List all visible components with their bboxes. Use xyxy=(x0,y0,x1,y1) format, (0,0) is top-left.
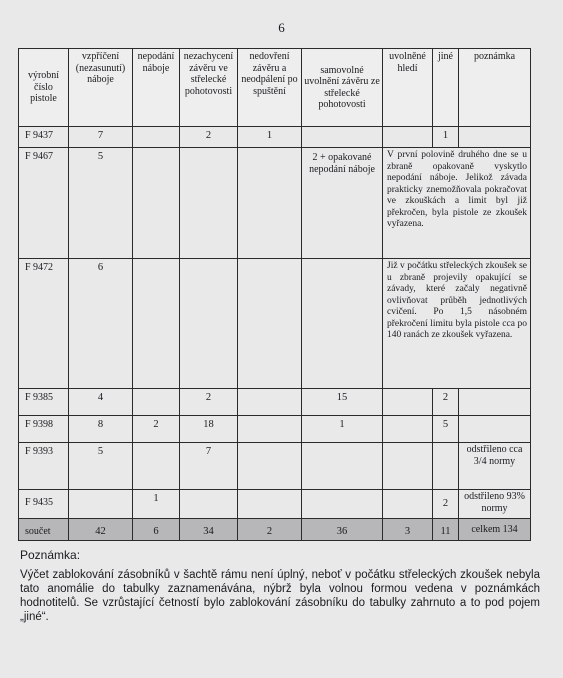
value-cell xyxy=(383,443,433,490)
sum-value: 11 xyxy=(433,519,459,541)
value-cell: 7 xyxy=(69,127,133,148)
value-cell xyxy=(133,148,180,259)
footnote-text: Výčet zablokování zásobníků v šachtě rámu není úplný, neboť v počátku střeleckých zkoušek nebyla tato anomálie do tabulky zaznamenávána, nýbrž byla volnou formou vedena v poznámkách hodnotitelů. Se vzrůstající četností bylo zablokování zásobníku do tabulky zahrnuto a to pod pojem „jiné“. xyxy=(20,569,540,623)
table-row xyxy=(19,148,531,259)
header-slide-release: samovolné uvolnění závěru ze střelecké pohotovosti xyxy=(302,49,383,127)
header-no-close: nedovření závěru a neodpálení po spuštění xyxy=(238,49,302,127)
value-cell xyxy=(302,127,383,148)
note-cell: odstřileno 93% normy xyxy=(459,490,531,519)
value-cell xyxy=(302,490,383,519)
table-row xyxy=(19,389,531,416)
value-cell: 15 xyxy=(302,389,383,416)
serial-cell: F 9472 xyxy=(19,259,69,389)
value-cell: 8 xyxy=(69,416,133,443)
value-cell: 18 xyxy=(180,416,238,443)
header-serial: výrobní číslo pistole xyxy=(19,49,69,127)
header-jam: vzpříčení (nezasunutí) náboje xyxy=(69,49,133,127)
value-cell: 1 xyxy=(238,127,302,148)
value-cell xyxy=(383,490,433,519)
table-row xyxy=(19,490,531,519)
value-cell: 1 xyxy=(302,416,383,443)
value-cell: 1 xyxy=(133,490,180,519)
value-cell: 2 xyxy=(180,127,238,148)
value-cell xyxy=(383,416,433,443)
value-cell xyxy=(383,127,433,148)
value-cell xyxy=(180,259,238,389)
header-loose-sight: uvolněné hledí xyxy=(383,49,433,127)
value-cell: 7 xyxy=(180,443,238,490)
value-cell xyxy=(133,443,180,490)
value-cell: 2 xyxy=(180,389,238,416)
serial-cell: F 9437 xyxy=(19,127,69,148)
value-cell xyxy=(133,259,180,389)
value-cell: 5 xyxy=(69,148,133,259)
value-cell xyxy=(302,443,383,490)
sum-value: 42 xyxy=(69,519,133,541)
sum-value: 3 xyxy=(383,519,433,541)
serial-cell: F 9393 xyxy=(19,443,69,490)
sum-value: 6 xyxy=(133,519,180,541)
value-cell: 1 xyxy=(433,127,459,148)
note-cell xyxy=(459,416,531,443)
value-cell xyxy=(238,259,302,389)
defects-table xyxy=(18,48,531,541)
header-row xyxy=(19,49,531,127)
value-cell xyxy=(238,148,302,259)
page-number: 6 xyxy=(278,20,285,35)
value-cell xyxy=(302,259,383,389)
header-note: poznámka xyxy=(459,49,531,127)
table-row xyxy=(19,127,531,148)
note-cell: Již v počátku střeleckých zkoušek se u zbraně projevily opakující se závady, které začaly negativně ovlivňovat průběh jednotlivých cvičení. Po 1,5 násobném překročení limitu byla pistole cca po 140 ranách ze zkoušek vyřazena. xyxy=(383,259,531,389)
table-row xyxy=(19,259,531,389)
value-cell: 5 xyxy=(433,416,459,443)
header-no-slide-lock: nezachycení závěru ve střelecké pohotovosti xyxy=(180,49,238,127)
note-cell xyxy=(459,127,531,148)
value-cell xyxy=(133,389,180,416)
serial-cell: F 9385 xyxy=(19,389,69,416)
table-row xyxy=(19,443,531,490)
note-cell: V první polovině druhého dne se u zbraně opakovaně vyskytlo nepodání náboje. Jelikož závada prakticky znemožňovala pokračovat ve zkouškách a limit byl již překročen, byla pistole ze zkoušek vyřazena. xyxy=(383,148,531,259)
serial-cell: F 9467 xyxy=(19,148,69,259)
value-cell xyxy=(238,389,302,416)
value-cell: 2 xyxy=(433,490,459,519)
note-cell xyxy=(459,389,531,416)
value-cell xyxy=(433,443,459,490)
serial-cell: F 9435 xyxy=(19,490,69,519)
value-cell xyxy=(383,389,433,416)
sum-value: 34 xyxy=(180,519,238,541)
serial-cell: F 9398 xyxy=(19,416,69,443)
header-no-feed: nepodání náboje xyxy=(133,49,180,127)
header-other: jiné xyxy=(433,49,459,127)
table-row xyxy=(19,416,531,443)
value-cell: 4 xyxy=(69,389,133,416)
value-cell xyxy=(238,416,302,443)
sum-value: 2 xyxy=(238,519,302,541)
value-cell: 2 + opakované nepodání náboje xyxy=(302,148,383,259)
value-cell xyxy=(238,490,302,519)
footnote-title: Poznámka: xyxy=(20,548,81,562)
value-cell: 2 xyxy=(133,416,180,443)
note-cell: odstřileno cca 3/4 normy xyxy=(459,443,531,490)
sum-row xyxy=(19,519,531,541)
value-cell: 2 xyxy=(433,389,459,416)
sum-total: celkem 134 xyxy=(459,519,531,541)
value-cell xyxy=(133,127,180,148)
sum-value: 36 xyxy=(302,519,383,541)
value-cell xyxy=(238,443,302,490)
value-cell: 6 xyxy=(69,259,133,389)
value-cell: 5 xyxy=(69,443,133,490)
value-cell xyxy=(69,490,133,519)
sum-label: součet xyxy=(19,519,69,541)
value-cell xyxy=(180,490,238,519)
value-cell xyxy=(180,148,238,259)
